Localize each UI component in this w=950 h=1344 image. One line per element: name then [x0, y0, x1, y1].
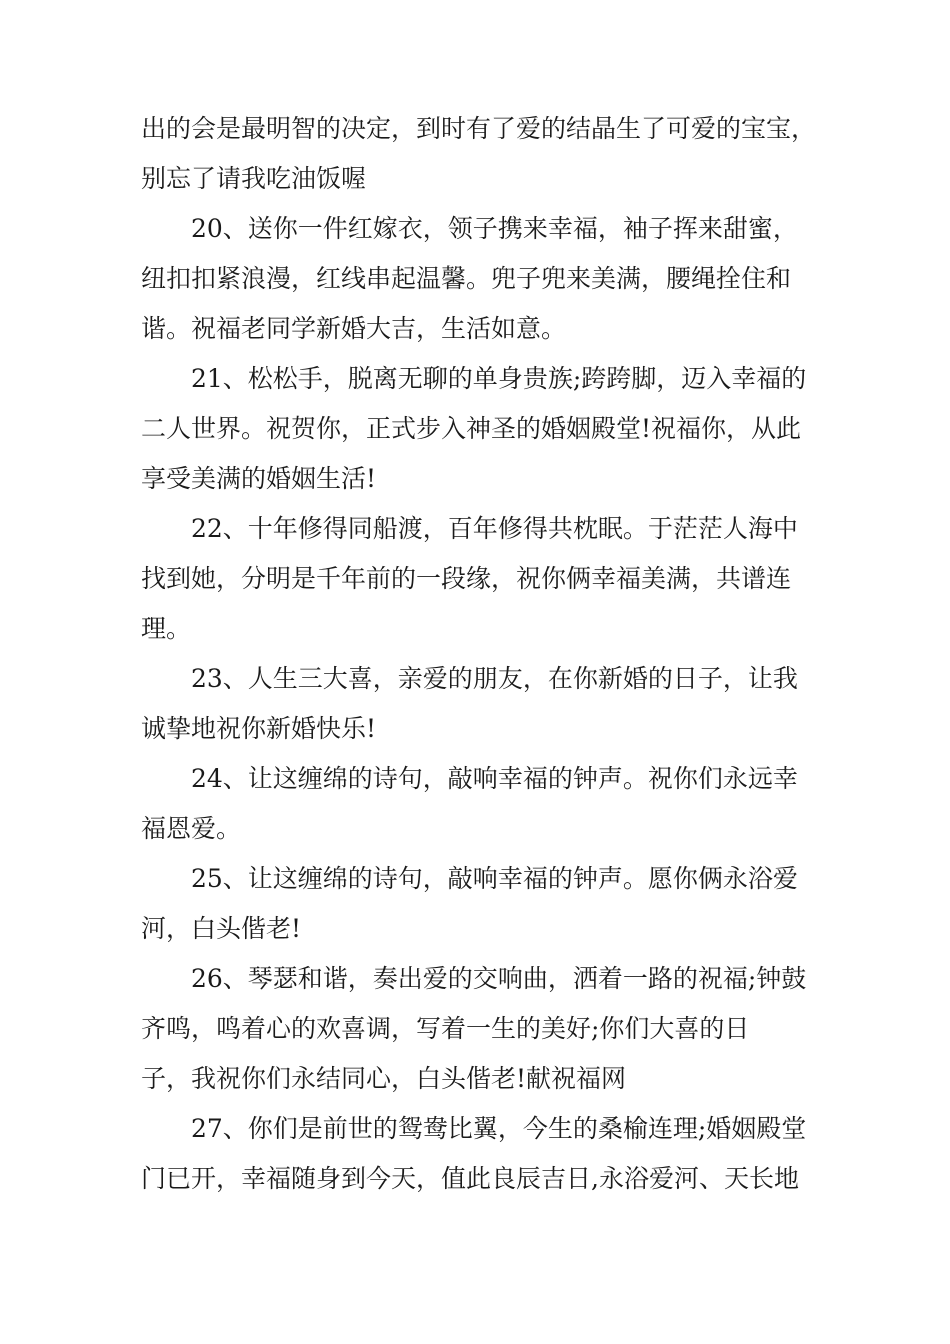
text-line: 出的会是最明智的决定，到时有了爱的结晶生了可爱的宝宝，	[141, 114, 817, 143]
paragraph	[141, 354, 831, 504]
paragraph	[141, 654, 831, 754]
text-line: 22、十年修得同船渡，百年修得共枕眠。于茫茫人海中	[191, 514, 798, 543]
text-line: 21、松松手，脱离无聊的单身贵族;跨跨脚，迈入幸福的	[191, 364, 807, 393]
paragraph	[141, 1104, 831, 1204]
text-line: 二人世界。祝贺你，正式步入神圣的婚姻殿堂!祝福你，从此	[141, 414, 802, 443]
text-line: 纽扣扣紧浪漫，红线串起温馨。兜子兜来美满，腰绳拴住和	[141, 264, 792, 293]
text-line: 门已开，幸福随身到今天，值此良辰吉日,永浴爱河、天长地	[141, 1164, 799, 1193]
text-line: 理。	[141, 614, 192, 643]
text-line: 24、让这缠绵的诗句，敲响幸福的钟声。祝你们永远幸	[191, 764, 798, 793]
text-line: 20、送你一件红嫁衣，领子携来幸福，袖子挥来甜蜜，	[191, 214, 798, 243]
text-line: 25、让这缠绵的诗句，敲响幸福的钟声。愿你俩永浴爱	[191, 864, 798, 893]
text-line: 别忘了请我吃油饭喔	[141, 164, 367, 193]
text-line: 27、你们是前世的鸳鸯比翼，今生的桑榆连理;婚姻殿堂	[191, 1114, 807, 1143]
text-line: 诚挚地祝你新婚快乐!	[141, 714, 377, 743]
text-line: 福恩爱。	[141, 814, 242, 843]
paragraph	[141, 504, 831, 654]
text-line: 齐鸣，鸣着心的欢喜调，写着一生的美好;你们大喜的日	[141, 1014, 750, 1043]
document-body	[141, 104, 831, 1204]
paragraph	[141, 854, 831, 954]
paragraph	[141, 204, 831, 354]
paragraph	[141, 954, 831, 1104]
text-line: 26、琴瑟和谐，奏出爱的交响曲，洒着一路的祝福;钟鼓	[191, 964, 807, 993]
text-line: 谐。祝福老同学新婚大吉，生活如意。	[141, 314, 567, 343]
text-line: 享受美满的婚姻生活!	[141, 464, 377, 493]
text-line: 河，白头偕老!	[141, 914, 302, 943]
paragraph	[141, 754, 831, 854]
text-line: 子，我祝你们永结同心，白头偕老!献祝福网	[141, 1064, 627, 1093]
paragraph	[141, 104, 831, 204]
text-line: 23、人生三大喜，亲爱的朋友，在你新婚的日子，让我	[191, 664, 798, 693]
text-line: 找到她，分明是千年前的一段缘，祝你俩幸福美满，共谱连	[141, 564, 792, 593]
